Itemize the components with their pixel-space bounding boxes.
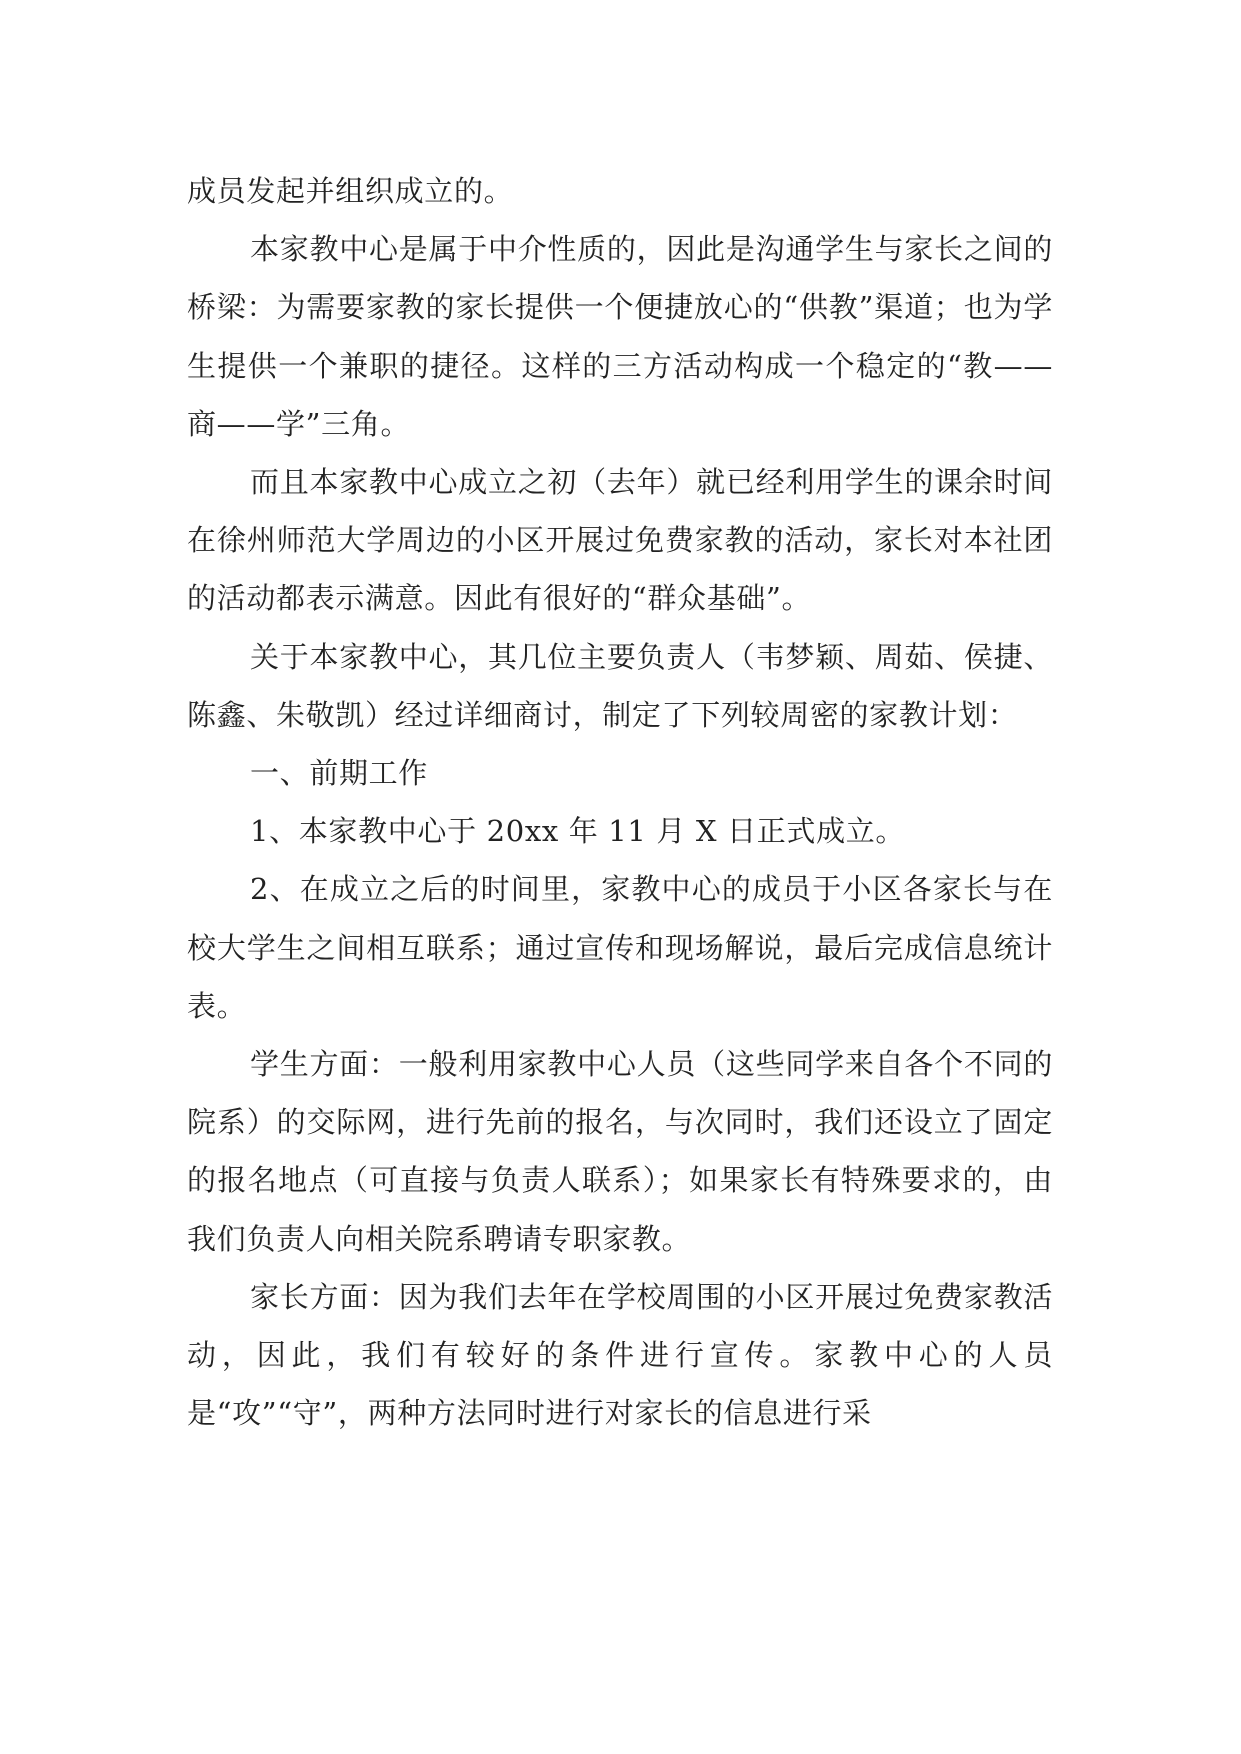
paragraph-leaders-plan: 关于本家教中心，其几位主要负责人（韦梦颖、周茹、侯捷、陈鑫、朱敬凯）经过详细商讨，制定了下列较周密的家教计划：	[187, 639, 1053, 732]
paragraph-students-aspect: 学生方面：一般利用家教中心人员（这些同学来自各个不同的院系）的交际网，进行先前的报名，与次同时，我们还设立了固定的报名地点（可直接与负责人联系）；如果家长有特殊要求的，由我们负责人向相关院系聘请专职家教。	[187, 1047, 1053, 1256]
paragraph-mass-base: 而且本家教中心成立之初（去年）就已经利用学生的课余时间在徐州师范大学周边的小区开展过免费家教的活动，家长对本社团的活动都表示满意。因此有很好的“群众基础”。	[187, 465, 1053, 616]
paragraph-item-2: 2、在成立之后的时间里，家教中心的成员于小区各家长与在校大学生之间相互联系；通过宣传和现场解说，最后完成信息统计表。	[187, 872, 1053, 1023]
paragraph-item-1: 1、本家教中心于 20xx 年 11 月 X 日正式成立。	[250, 814, 906, 849]
document-body	[187, 162, 1053, 1442]
paragraph-center-nature: 本家教中心是属于中介性质的，因此是沟通学生与家长之间的桥梁：为需要家教的家长提供一个便捷放心的“供教”渠道；也为学生提供一个兼职的捷径。这样的三方活动构成一个稳定的“教——商——学”三角。	[187, 232, 1053, 441]
section-heading-preliminary-work: 一、前期工作	[250, 756, 428, 791]
paragraph-parents-aspect: 家长方面：因为我们去年在学校周围的小区开展过免费家教活动，因此，我们有较好的条件进行宣传。家教中心的人员是“攻”“守”，两种方法同时进行对家长的信息进行采	[187, 1279, 1053, 1431]
paragraph-continuation: 成员发起并组织成立的。	[187, 174, 514, 208]
